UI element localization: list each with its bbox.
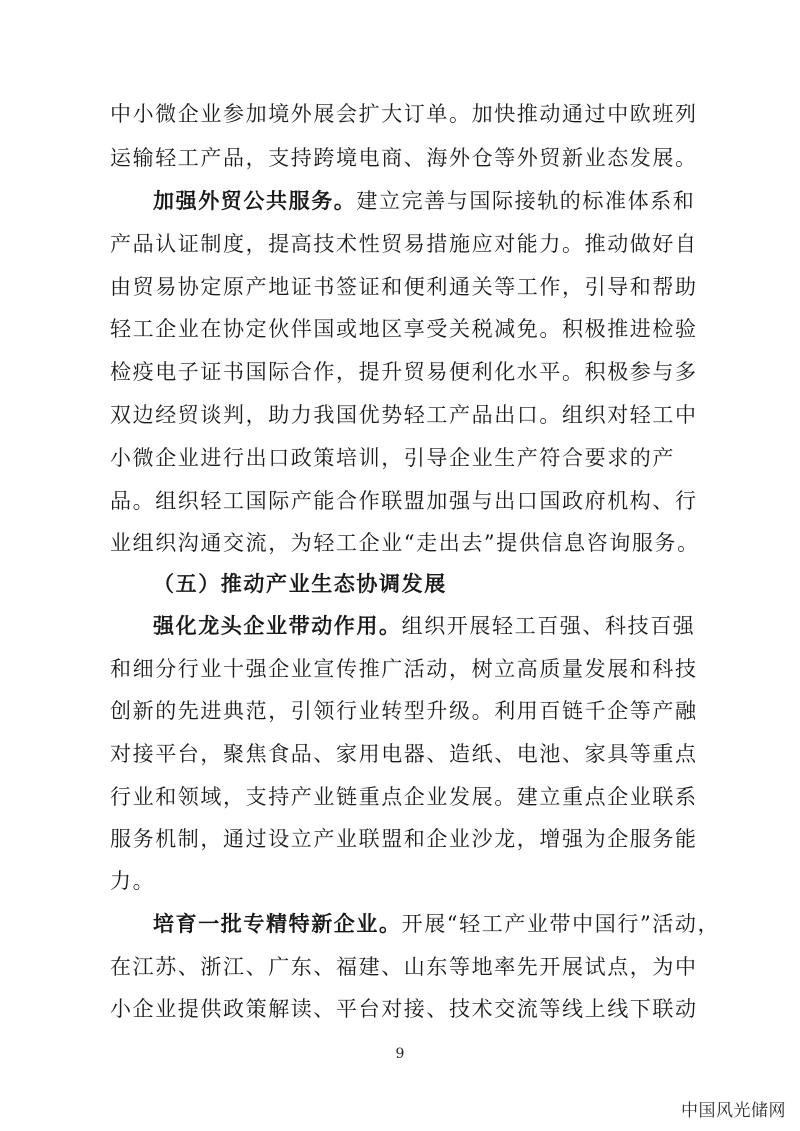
body-line	[110, 484, 698, 518]
section-heading-text: （五）推动产业生态协调发展	[153, 572, 447, 596]
line-text: 开展“轻工产业带中国行”活动，	[401, 912, 721, 936]
line-text: 创新的先进典范，引领行业转型升级。利用百链千企等产融	[110, 699, 698, 723]
paragraph-first-line	[153, 184, 696, 218]
body-line	[110, 141, 698, 175]
body-line	[110, 526, 700, 560]
body-line	[110, 822, 698, 856]
body-line	[110, 780, 698, 814]
line-text: 在江苏、浙江、广东、福建、山东等地率先开展试点，为中	[110, 955, 698, 979]
line-text: 组织开展轻工百强、科技百强	[401, 614, 696, 638]
line-text: 对接平台，聚焦食品、家用电器、造纸、电池、家具等重点	[110, 742, 698, 766]
paragraph-lead: 培育一批专精特新企业。	[153, 912, 402, 936]
line-text: 业组织沟通交流，为轻工企业“走出去”提供信息咨询服务。	[110, 531, 700, 555]
paragraph-lead: 加强外贸公共服务。	[153, 189, 357, 213]
line-text: 力。	[110, 869, 156, 893]
line-text: 行业和领域，支持产业链重点企业发展。建立重点企业联系	[110, 785, 698, 809]
line-text: 建立完善与国际接轨的标准体系和	[356, 189, 696, 213]
line-text: 由贸易协定原产地证书签证和便利通关等工作，引导和帮助	[110, 275, 698, 299]
paragraph-first-line	[153, 907, 721, 941]
line-text: 轻工企业在协定伙伴国或地区享受关税减免。积极推进检验	[110, 317, 698, 341]
line-text: 中小微企业参加境外展会扩大订单。加快推动通过中欧班列	[110, 102, 698, 126]
line-text: 小企业提供政策解读、平台对接、技术交流等线上线下联动	[110, 997, 698, 1021]
line-text: 和细分行业十强企业宣传推广活动，树立高质量发展和科技	[110, 657, 698, 681]
line-text: 品。组织轻工国际产能合作联盟加强与出口国政府机构、行	[110, 489, 698, 513]
page-number: 9	[395, 1046, 405, 1062]
body-line	[110, 355, 698, 389]
body-line	[110, 737, 698, 771]
line-text: 产品认证制度，提高技术性贸易措施应对能力。推动做好自	[110, 232, 698, 256]
line-text: 运输轻工产品，支持跨境电商、海外仓等外贸新业态发展。	[110, 146, 698, 170]
body-line	[110, 270, 698, 304]
body-line	[110, 312, 698, 346]
body-line	[110, 694, 698, 728]
line-text: 检疫电子证书国际合作，提升贸易便利化水平。积极参与多	[110, 360, 698, 384]
body-line	[110, 227, 698, 261]
body-line	[110, 398, 698, 432]
line-text: 服务机制，通过设立产业联盟和企业沙龙，增强为企服务能	[110, 827, 698, 851]
paragraph-first-line	[153, 609, 696, 643]
body-line	[110, 864, 690, 898]
body-line	[110, 992, 698, 1026]
body-line	[110, 441, 690, 475]
watermark-text: 中国风光储网	[681, 1101, 786, 1121]
body-line	[110, 97, 698, 131]
paragraph-lead: 强化龙头企业带动作用。	[153, 614, 402, 638]
body-line	[110, 950, 698, 984]
line-text: 小微企业进行出口政策培训，引导企业生产符合要求的产	[110, 446, 675, 470]
body-line	[110, 652, 698, 686]
line-text: 双边经贸谈判，助力我国优势轻工产品出口。组织对轻工中	[110, 403, 698, 427]
section-heading	[153, 567, 693, 601]
